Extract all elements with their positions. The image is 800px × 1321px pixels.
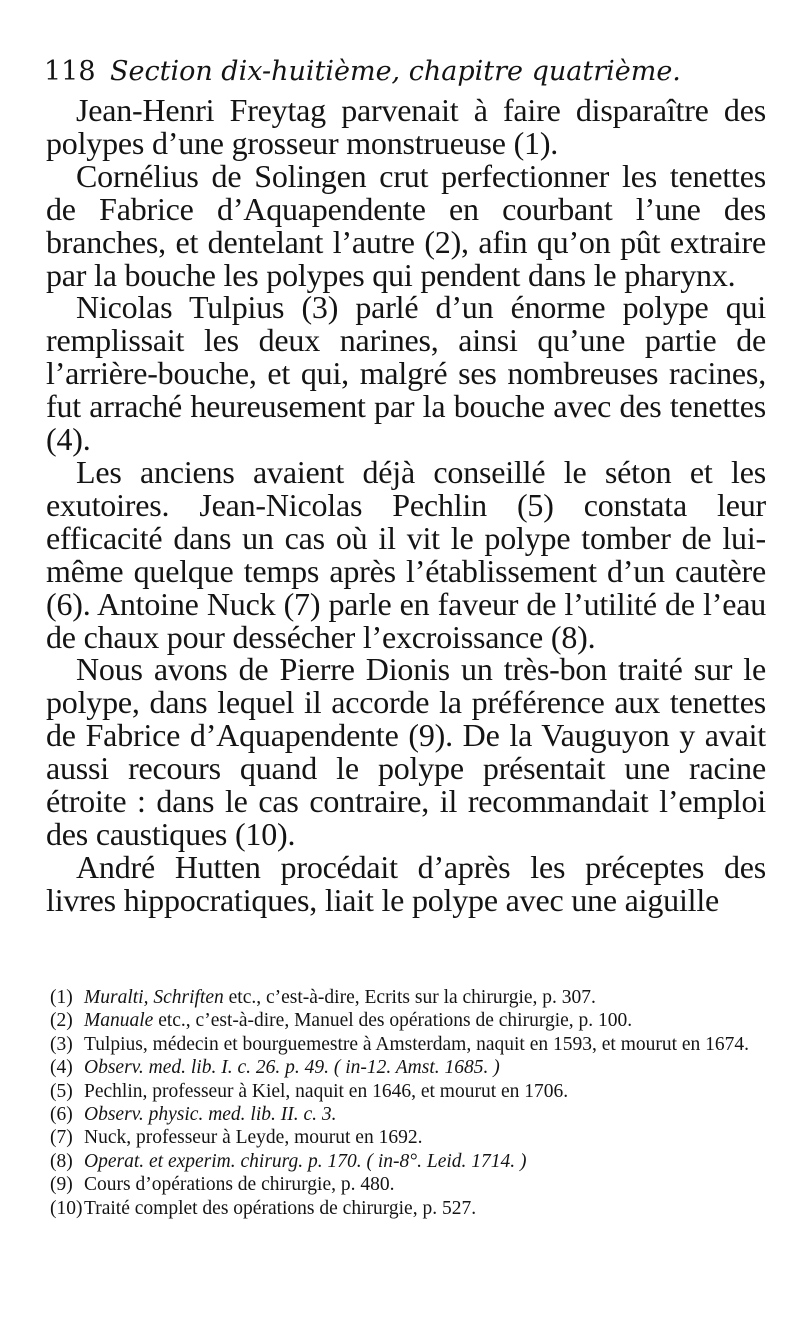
footnote <box>50 1197 762 1220</box>
footnote-italic: Muralti, Schriften <box>84 987 224 1008</box>
footnote-italic: Manuale <box>84 1010 154 1032</box>
page-number: 118 <box>44 56 96 87</box>
footnote <box>50 1033 762 1056</box>
footnote-text: etc., c’est-à-dire, Manuel des opérations de chirurgie, p. 100. <box>153 1010 633 1032</box>
footnote <box>50 986 762 1009</box>
footnote-italic: Observ. med. lib. I. c. 26. p. 49. ( in-12. Amst. 1685. ) <box>84 1057 500 1079</box>
footnote-mark: (1) <box>50 987 73 1008</box>
paragraph: Jean-Henri Freytag parvenait à faire disparaître des polypes d’une grosseur monstrueuse (1). <box>46 92 766 161</box>
footnote <box>50 1126 762 1149</box>
footnote <box>50 1103 762 1126</box>
footnote <box>50 1009 762 1032</box>
footnote-mark: (2) <box>50 1010 73 1032</box>
footnote-mark: (6) <box>50 1104 73 1126</box>
paragraph: Cornélius de Solingen crut perfectionner les tenettes de Fabrice d’Aquapendente en courbant l’une des branches, et dentelant l’autre (2), afin qu’on pût extraire par la bouche les polypes qui pendent dans le pharynx. <box>46 157 766 293</box>
footnote-mark: (10) <box>50 1197 83 1219</box>
footnote-text: etc., c’est-à-dire, Ecrits sur la chirurgie, p. 307. <box>223 987 596 1008</box>
paragraph: André Hutten procédait d’après les préceptes des livres hippocratiques, liait le polype avec une aiguille <box>46 848 766 918</box>
footnote-mark: (5) <box>50 1080 73 1102</box>
footnote <box>50 1056 762 1079</box>
footnotes <box>50 986 762 1220</box>
footnote <box>50 1173 762 1196</box>
footnote-mark: (7) <box>50 1127 73 1149</box>
footnote-mark: (4) <box>50 1057 73 1079</box>
footnote-text: Pechlin, professeur à Kiel, naquit en 1646, et mourut en 1706. <box>84 1080 569 1102</box>
paragraph: Les anciens avaient déjà conseillé le séton et les exutoires. Jean-Nicolas Pechlin (5) constata leur efficacité dans un cas où il vit le polype tomber de lui-même quelque temps après l’établissement d’un cautère (6). Antoine Nuck (7) parle en faveur de l’utilité de l’eau de chaux pour dessécher l’excroissance (8). <box>46 453 766 655</box>
footnote-mark: (8) <box>50 1150 73 1172</box>
footnote-mark: (3) <box>50 1033 73 1055</box>
paragraph: Nicolas Tulpius (3) parlé d’un énorme polype qui remplissait les deux narines, ainsi qu’une partie de l’arrière-bouche, et qui, malgré ses nombreuses racines, fut arraché heureusement par la bouche avec des tenettes (4). <box>46 289 766 458</box>
footnote-italic: Observ. physic. med. lib. II. c. 3. <box>84 1104 337 1126</box>
chapter-title: Section dix-huitième, chapitre quatrième. <box>110 56 681 87</box>
footnote-mark: (9) <box>50 1174 73 1196</box>
footnote-text: Tulpius, médecin et bourguemestre à Amsterdam, naquit en 1593, et mourut en 1674. <box>84 1033 750 1055</box>
footnote <box>50 1080 762 1103</box>
footnote <box>50 1150 762 1173</box>
footnote-text: Cours d’opérations de chirurgie, p. 480. <box>84 1174 395 1196</box>
footnote-text: Nuck, professeur à Leyde, mourut en 1692. <box>84 1127 423 1149</box>
main-text <box>46 94 766 917</box>
running-head <box>44 50 766 94</box>
paragraph: Nous avons de Pierre Dionis un très-bon traité sur le polype, dans lequel il accorde la préférence aux tenettes de Fabrice d’Aquapendente (9). De la Vauguyon y avait aussi recours quand le polype présentait une racine étroite : dans le cas contraire, il recommandait l’emploi des caustiques (10). <box>46 651 766 852</box>
footnote-italic: Operat. et experim. chirurg. p. 170. ( in-8°. Leid. 1714. ) <box>84 1150 527 1172</box>
footnote-text: Traité complet des opérations de chirurgie, p. 527. <box>84 1197 477 1219</box>
